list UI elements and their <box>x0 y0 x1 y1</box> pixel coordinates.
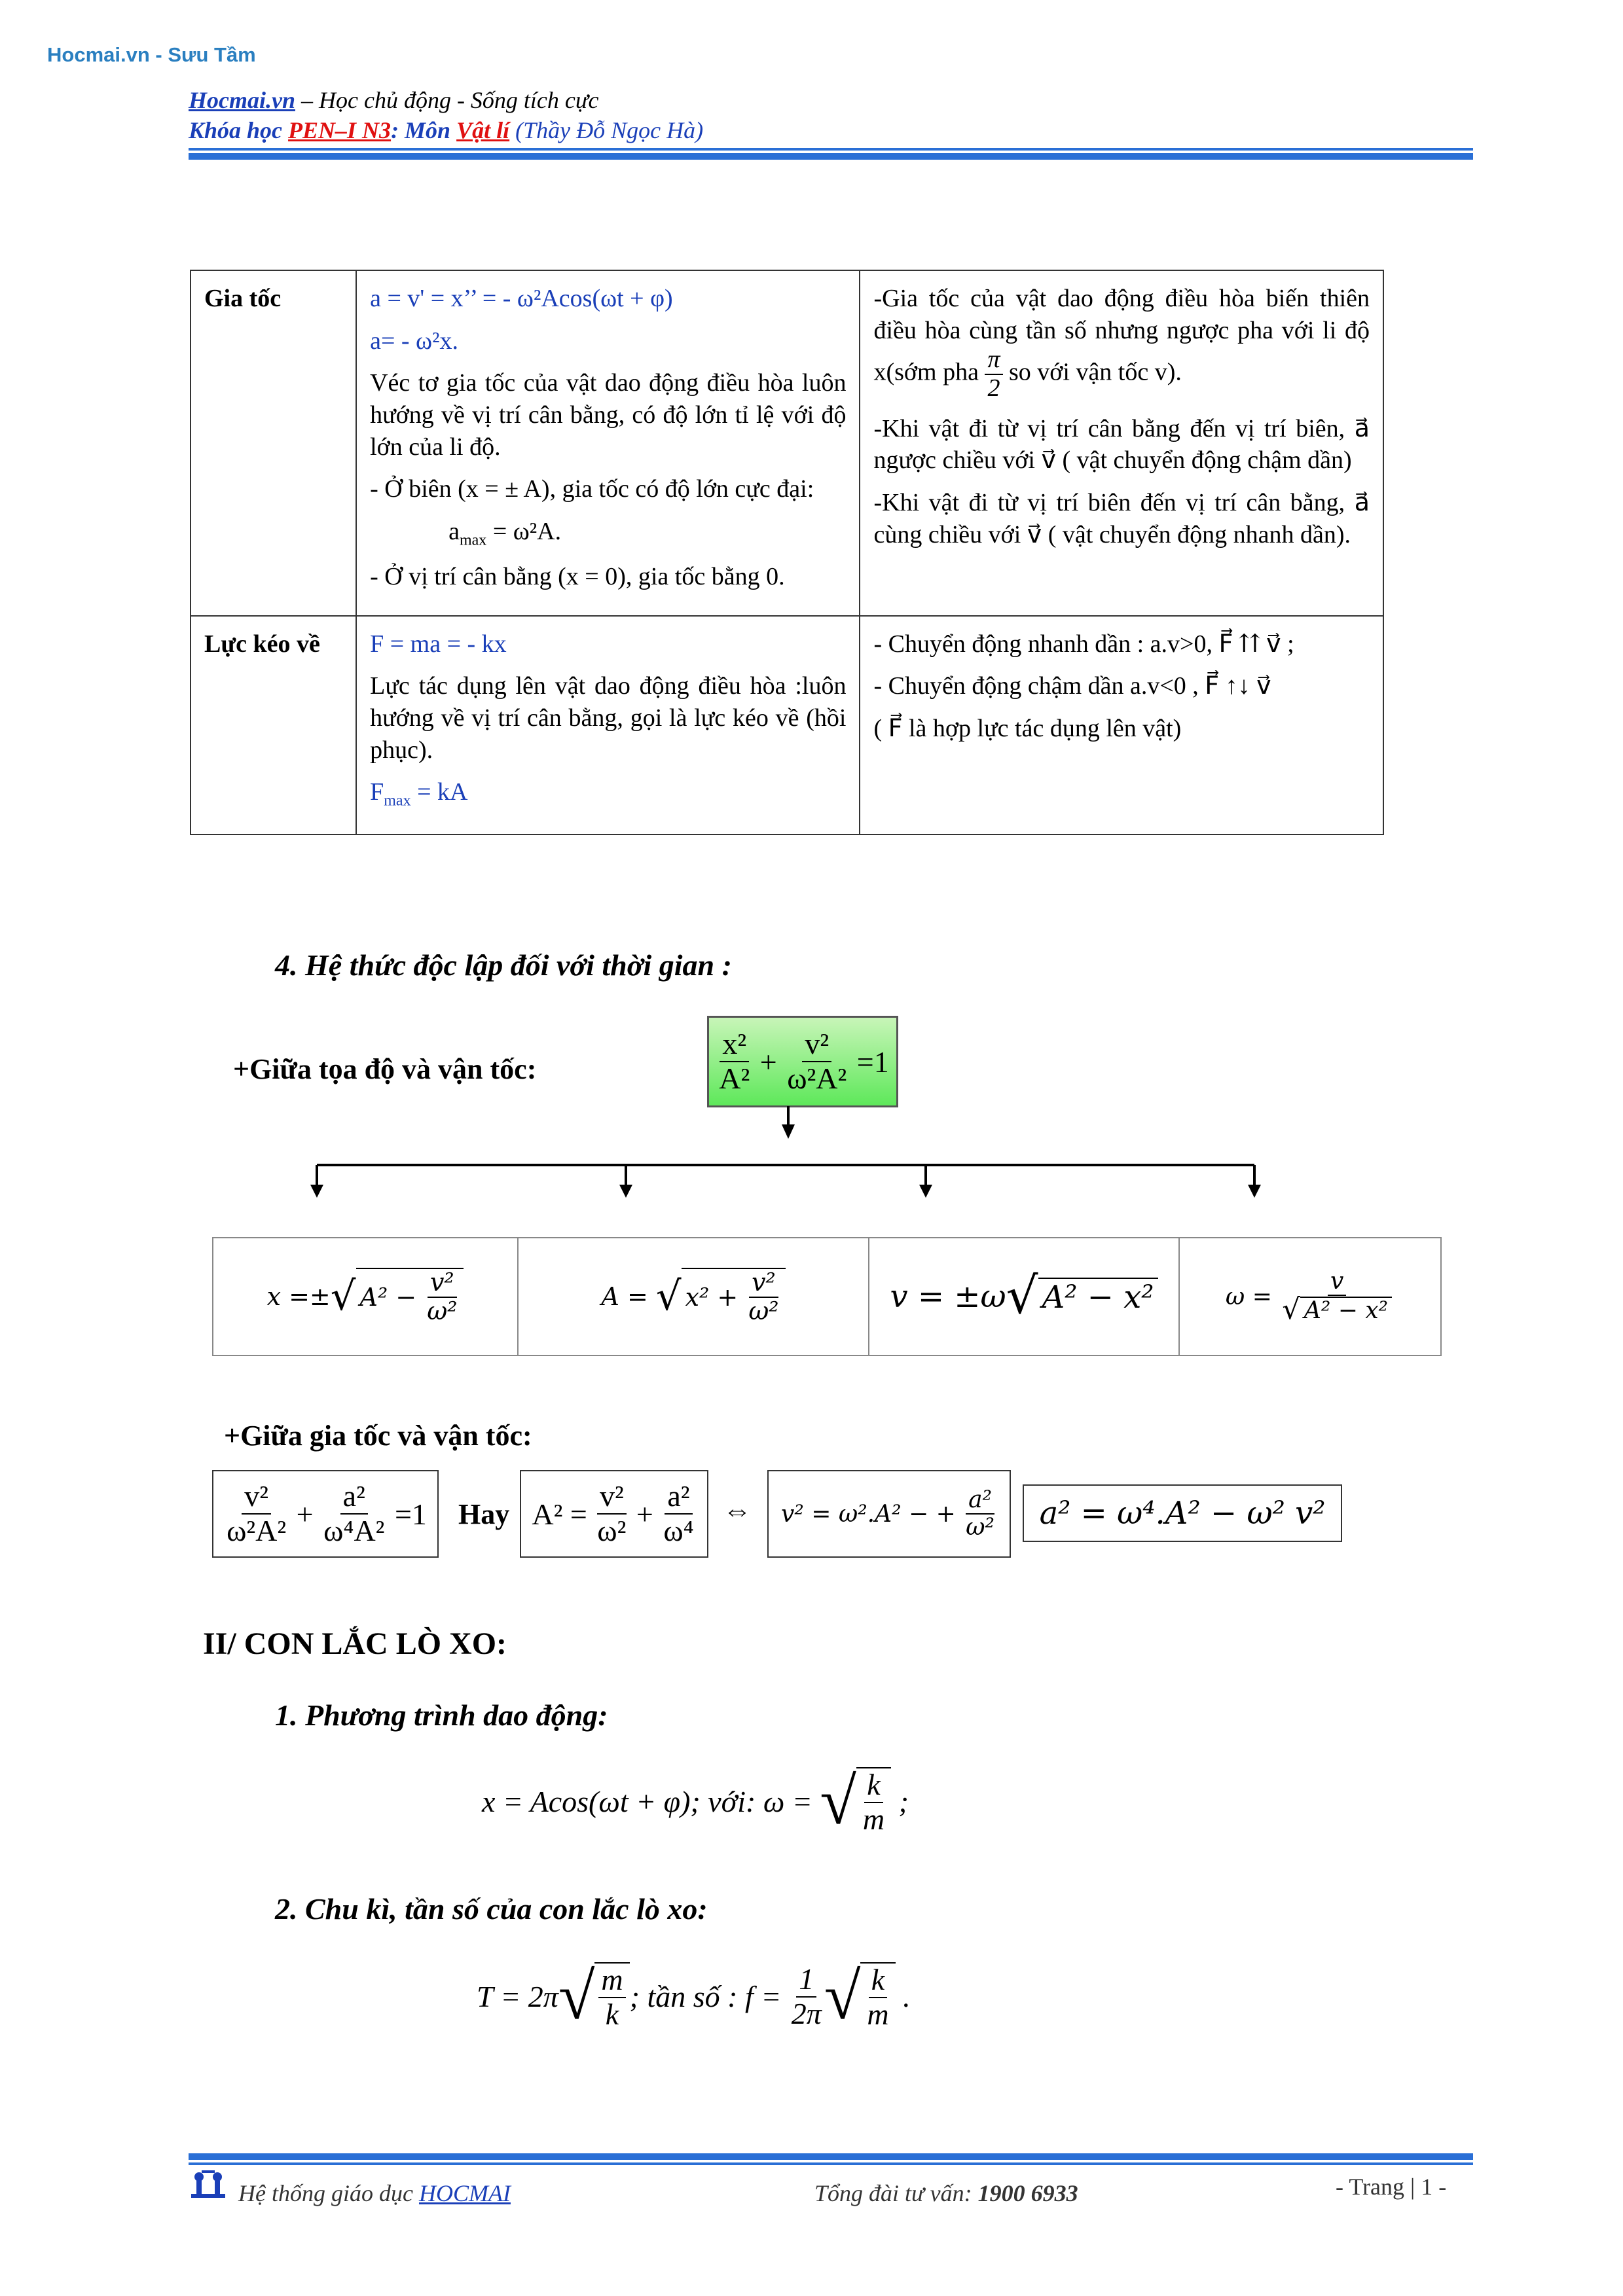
course-code: PEN–I N3 <box>288 117 392 143</box>
accel-max: $a_{max} = \omega^2A$. <box>448 517 562 549</box>
header-line-1 <box>189 86 599 114</box>
brand-link[interactable]: Hocmai.vn <box>189 87 295 113</box>
subheading-position-velocity: +Giữa tọa độ và vận tốc: <box>233 1053 537 1085</box>
hocmai-logo-icon <box>189 2168 228 2204</box>
pi-over-2: $\frac{\pi}{2}$ <box>985 346 1002 403</box>
accel-formula-2: a= - ω²x. <box>370 327 458 355</box>
slogan: – Học chủ động - Sống tích cực <box>295 87 599 113</box>
header-rule-thick <box>189 153 1473 160</box>
footer-system: Hệ thống giáo dục HOCMAI <box>238 2180 511 2206</box>
header-line-2: Khóa học PEN–I N3: Môn Vật lí (Thầy Đỗ Ngọc Hà) <box>189 117 704 143</box>
equation-period: T = 2π √ $\frac{m}{k}$ ; tần số : f = $\frac{1}{2\pi}$ √ $\frac{k}{m}$ . <box>477 1959 911 2033</box>
formula-table <box>190 270 1384 835</box>
accel-velocity-eq-4: a² = ω⁴.A² − ω² v² <box>1023 1484 1342 1542</box>
footer-rule <box>189 2162 1473 2165</box>
hay-text: Hay <box>458 1498 510 1530</box>
formula-omega: ω = v √ A² − x² <box>1180 1238 1440 1355</box>
footer-hotline: Tổng đài tư vấn: 1900 6933 <box>814 2180 1078 2206</box>
force-note-3: ( F⃗ là hợp lực tác dụng lên vật) <box>873 714 1182 742</box>
accel-max-desc: - Ở biên (x = ± A), gia tốc có độ lớn cực đại: <box>370 475 814 503</box>
section-II-item-1: 1. Phương trình dao động: <box>275 1698 608 1732</box>
accel-desc: Véc tơ gia tốc của vật dao động điều hòa luôn hướng về vị trí cân bằng, có độ lớn tỉ lệ với độ lớn của li độ. <box>370 369 847 461</box>
hocmai-link[interactable]: HOCMAI <box>418 2180 511 2206</box>
accel-velocity-eq-1: $\frac{\text{v²}}{\text{ω²A²}}$ + $\frac{\text{a²}}{\text{ω⁴A²}}$ =1 <box>212 1470 439 1558</box>
subheading-accel-velocity: +Giữa gia tốc và vận tốc: <box>224 1420 532 1452</box>
footer-rule-thick <box>189 2153 1473 2160</box>
header-rule <box>189 148 1473 151</box>
accel-velocity-eq-3: v² = ω².A² − + $\frac{\text{a²}}{\text{ω²}}$ <box>767 1470 1011 1558</box>
accel-formula: a = v' = x’’ = - ω²Acos(ωt + φ) <box>370 285 673 312</box>
derived-formulas-row <box>212 1237 1442 1356</box>
formula-x: x =± √ A² − $\frac{\text{v²}}{\text{ω²}}$ <box>213 1238 519 1355</box>
subject: Vật lí <box>456 117 510 143</box>
formula-v: v = ±ω √ A² − x² <box>869 1238 1180 1355</box>
equivalence-symbol: ⇔ <box>723 1494 752 1526</box>
accel-velocity-eq-2: A² = $\frac{\text{v²}}{\text{ω²}}$ + $\frac{\text{a²}}{\text{ω⁴}}$ <box>520 1470 708 1558</box>
force-formula: F = ma = - kx <box>370 630 507 658</box>
force-note-2: - Chuyển động chậm dần a.v<0 , F⃗ ↑↓ v⃗ <box>873 672 1271 700</box>
accel-note-1: -Gia tốc của vật dao động điều hòa biến thiên điều hòa cùng tần số nhưng ngược pha với li độ x(sớm pha $\frac{\pi}{2}$ so với vận tốc v). <box>873 285 1370 403</box>
branch-arrows <box>301 1106 1270 1204</box>
section-4-title: 4. Hệ thức độc lập đối với thời gian : <box>275 948 732 982</box>
force-desc: Lực tác dụng lên vật dao động điều hòa :luôn hướng về vị trí cân bằng, gọi là lực kéo về (hồi phục). <box>370 672 847 764</box>
row-label: Gia tốc <box>191 270 356 616</box>
force-note-1: - Chuyển động nhanh dần : a.v>0, F⃗ ⇈ v⃗ ; <box>873 630 1294 658</box>
row-label: Lực kéo về <box>191 616 356 834</box>
accel-zero: - Ở vị trí cân bằng (x = 0), gia tốc bằng 0. <box>370 563 785 591</box>
section-II-title: II/ CON LẮC LÒ XO: <box>203 1626 507 1661</box>
accel-note-3: -Khi vật đi từ vị trí biên đến vị trí cân bằng, a⃗ cùng chiều với v⃗ ( vật chuyển động nhanh dần). <box>873 489 1370 548</box>
page-number: - Trang | 1 - <box>1336 2174 1447 2200</box>
watermark: Hocmai.vn - Sưu Tầm <box>47 43 256 66</box>
formula-A: A = √ x² + $\frac{\text{v²}}{\text{ω²}}$ <box>519 1238 869 1355</box>
force-max: $F_{max}$ = kA <box>370 778 468 810</box>
section-II-item-2: 2. Chu kì, tần số của con lắc lò xo: <box>275 1892 708 1926</box>
table-row <box>191 616 1383 834</box>
teacher: (Thầy Đỗ Ngọc Hà) <box>509 117 704 143</box>
table-row <box>191 270 1383 616</box>
main-equation-box: $\frac{\text{x²}}{\text{A²}}$ + $\frac{\text{v²}}{\text{ω²A²}}$ =1 <box>707 1016 898 1107</box>
accel-note-2: -Khi vật đi từ vị trí cân bằng đến vị trí biên, a⃗ ngược chiều với v⃗ ( vật chuyển động chậm dần) <box>873 414 1370 475</box>
equation-motion: x = Acos(ωt + φ); với: ω = √ $\frac{k}{m}$ ; <box>482 1764 909 1838</box>
